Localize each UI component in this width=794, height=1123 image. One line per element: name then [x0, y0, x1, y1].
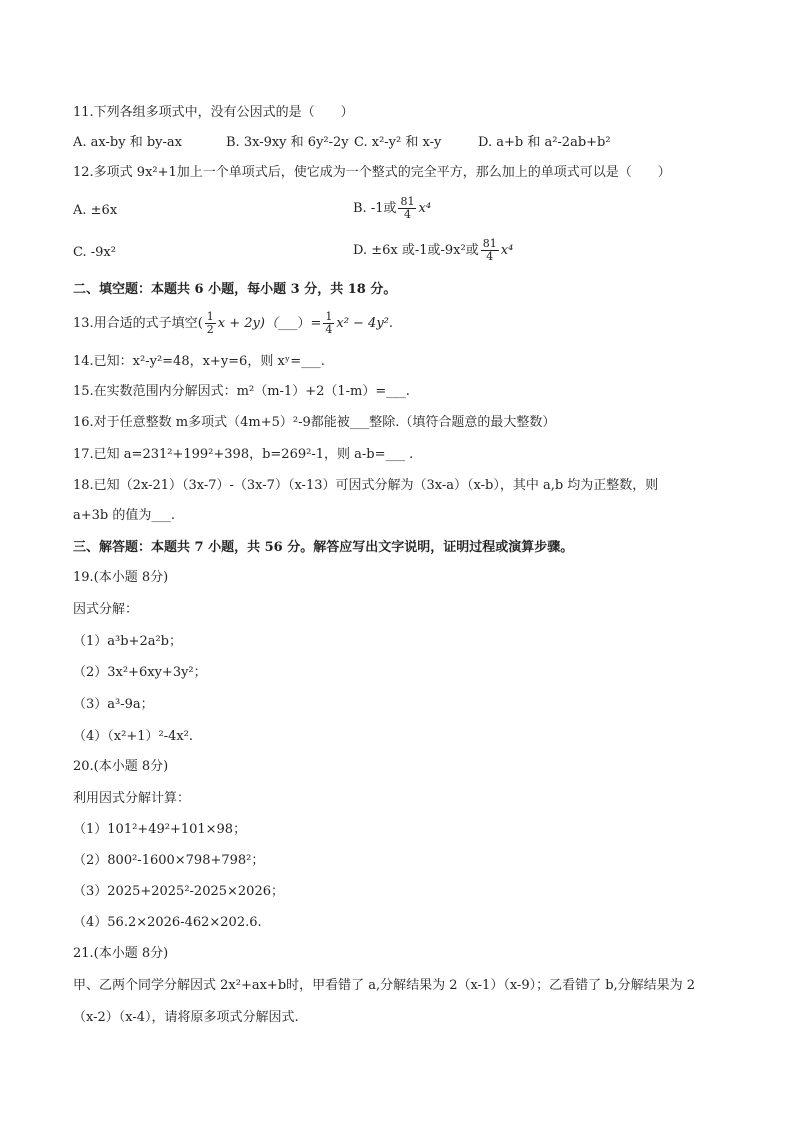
option-d-prefix: D. ±6x 或-1或-9x²或 [353, 243, 479, 258]
question-14: 14.已知：x²-y²=48，x+y=6，则 xʸ=___. [73, 354, 325, 369]
q13-blank: ___ [277, 316, 298, 331]
question-13 [73, 308, 393, 340]
fraction-denominator: 4 [486, 250, 494, 263]
question-19-item-4: （4）（x²+1）²-4x². [73, 729, 194, 744]
question-16: 16.对于任意整数 m多项式（4m+5）²-9都能被___整除.（填符合题意的最大整数） [73, 415, 556, 430]
question-21-line-2: （x-2）（x-4），请将原多项式分解因式. [73, 1010, 299, 1025]
question-11-option-a: A. ax-by 和 by-ax [73, 135, 182, 150]
question-20-item-2: （2）800²-1600×798+798²； [73, 853, 265, 868]
q13-mid-1: x + 2y)（ [217, 316, 278, 331]
section-2-heading: 二、填空题：本题共 6 小题，每小题 3 分，共 18 分。 [73, 282, 397, 297]
option-d-suffix: x⁴ [500, 243, 514, 258]
fraction [205, 311, 216, 336]
question-17: 17.已知 a=231²+199²+398，b=269²-1，则 a-b=___ . [73, 447, 414, 462]
question-11-option-b: B. 3x-9xy 和 6y²-2y [226, 135, 349, 150]
question-21-title: 21.(本小题 8分) [73, 946, 169, 961]
question-18-line-2: a+3b 的值为___. [73, 508, 176, 523]
question-19-item-2: （2）3x²+6xy+3y²； [73, 665, 207, 680]
question-20-item-4: （4）56.2×2026-462×202.6. [73, 915, 262, 930]
fraction-denominator: 2 [206, 323, 214, 336]
question-19-item-3: （3）a³-9a； [73, 697, 154, 712]
question-21-line-1: 甲、乙两个同学分解因式 2x²+ax+b时，甲看错了 a,分解结果为 2（x-1）（x-9）；乙看错了 b,分解结果为 2 [73, 978, 696, 993]
fraction [323, 311, 334, 336]
question-11-stem: 11.下列各组多项式中，没有公因式的是（ ） [73, 105, 354, 120]
q13-open-paren: ( [197, 316, 203, 331]
fraction-numerator: 81 [482, 237, 497, 250]
question-18-line-1: 18.已知（2x-21）（3x-7）-（3x-7）（x-13）可因式分解为（3x-a）（x-b），其中 a,b 均为正整数，则 [73, 478, 659, 493]
fraction-numerator: 81 [400, 195, 415, 208]
question-20-item-3: （3）2025+2025²-2025×2026； [73, 884, 284, 899]
question-12-option-c: C. -9x² [73, 245, 116, 260]
fraction-denominator: 4 [403, 208, 411, 221]
q13-prefix: 13.用合适的式子填空 [73, 316, 198, 331]
question-20-prompt: 利用因式分解计算： [73, 791, 191, 806]
question-20-title: 20.(本小题 8分) [73, 759, 169, 774]
question-12-option-b [353, 193, 431, 225]
fraction-denominator: 4 [325, 323, 333, 336]
section-3-heading: 三、解答题：本题共 7 小题，共 56 分。解答应写出文字说明，证明过程或演算步骤。 [73, 540, 574, 555]
fraction [481, 238, 499, 263]
question-11-option-d: D. a+b 和 a²-2ab+b² [478, 135, 611, 150]
question-12-option-d [353, 235, 513, 267]
question-11-option-c: C. x²-y² 和 x-y [354, 135, 442, 150]
question-12-option-a: A. ±6x [73, 203, 118, 218]
fraction-numerator: 1 [206, 310, 214, 323]
question-19-item-1: （1）a³b+2a²b； [73, 634, 183, 649]
question-15: 15.在实数范围内分解因式：m²（m-1）+2（1-m）=___. [73, 384, 410, 399]
question-12-stem: 12.多项式 9x²+1加上一个单项式后，使它成为一个整式的完全平方，那么加上的单项式可以是（ ） [73, 165, 671, 180]
option-b-prefix: B. -1或 [353, 201, 397, 216]
option-b-suffix: x⁴ [418, 201, 432, 216]
question-19-title: 19.(本小题 8分) [73, 570, 169, 585]
fraction [398, 196, 416, 221]
q13-mid-2: ）= [297, 316, 322, 331]
question-20-item-1: （1）101²+49²+101×98； [73, 822, 247, 837]
fraction-numerator: 1 [325, 310, 333, 323]
question-19-prompt: 因式分解： [73, 602, 139, 617]
q13-suffix: x² − 4y². [336, 316, 394, 331]
